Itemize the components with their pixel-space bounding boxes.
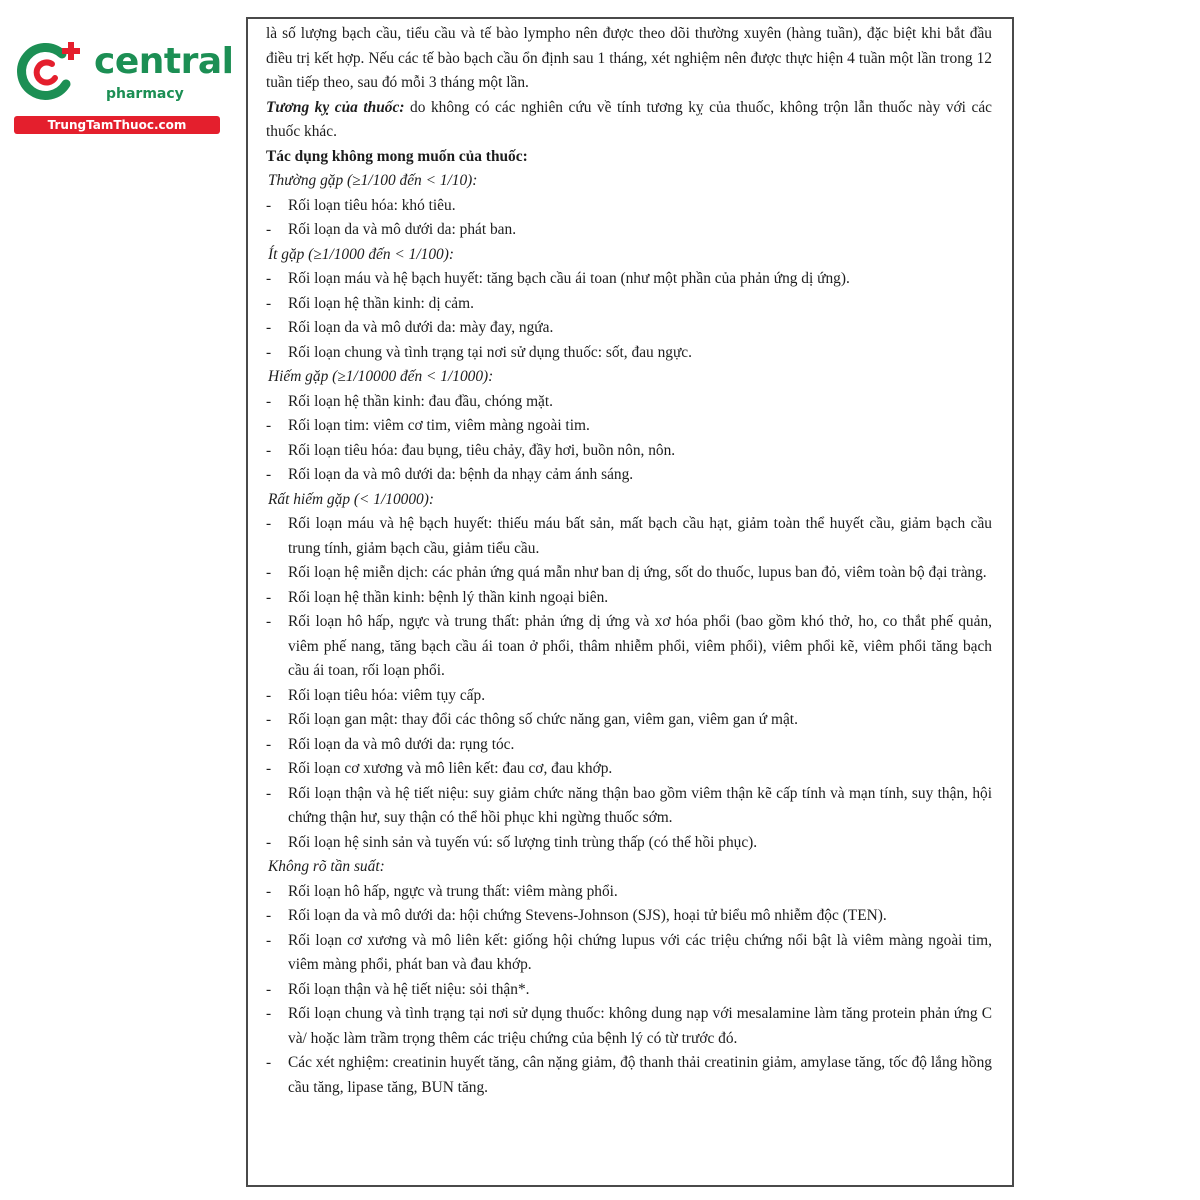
group-list-uncommon (266, 267, 992, 365)
group-list-very-rare (266, 512, 992, 855)
list-item: - Rối loạn thận và hệ tiết niệu: suy giảm chức năng thận bao gồm viêm thận kẽ cấp tính và mạn tính, suy thận, hội chứng thận hư, suy thận có thể hồi phục khi ngừng thuốc sớm. (266, 782, 992, 831)
list-item: - Rối loạn máu và hệ bạch huyết: tăng bạch cầu ái toan (như một phần của phản ứng dị ứng). (266, 267, 992, 292)
compatibility-label: Tương kỵ của thuốc: (266, 98, 405, 116)
group-title-uncommon: Ít gặp (≥1/1000 đến < 1/100): (268, 245, 454, 263)
list-item: - Rối loạn hô hấp, ngực và trung thất: phản ứng dị ứng và xơ hóa phổi (bao gồm khó thở, ho, co thắt phế quản, viêm phế nang, tăng bạch cầu ái toan ở phổi, thâm nhiễm phổi, viêm phổi), viêm phổi kẽ, viêm phổi tăng bạch cầu ái toan, rối loạn phổi. (266, 610, 992, 684)
list-item: - Rối loạn tiêu hóa: khó tiêu. (266, 194, 992, 219)
list-item: - Rối loạn tiêu hóa: đau bụng, tiêu chảy, đầy hơi, buồn nôn, nôn. (266, 439, 992, 464)
list-item: - Rối loạn hệ miễn dịch: các phản ứng quá mẫn như ban dị ứng, sốt do thuốc, lupus ban đỏ, viêm toàn bộ đại tràng. (266, 561, 992, 586)
list-item: - Rối loạn hô hấp, ngực và trung thất: viêm màng phổi. (266, 880, 992, 905)
list-item: - Rối loạn tiêu hóa: viêm tụy cấp. (266, 684, 992, 709)
group-title-very-rare: Rất hiếm gặp (< 1/10000): (268, 490, 434, 508)
list-item: - Rối loạn gan mật: thay đổi các thông số chức năng gan, viêm gan, viêm gan ứ mật. (266, 708, 992, 733)
group-list-unknown-frequency (266, 880, 992, 1101)
brand-url-banner: TrungTamThuoc.com (14, 116, 220, 134)
list-item: - Rối loạn da và mô dưới da: hội chứng Stevens-Johnson (SJS), hoại tử biểu mô nhiễm độc (TEN). (266, 904, 992, 929)
list-item: - Rối loạn cơ xương và mô liên kết: giống hội chứng lupus với các triệu chứng nổi bật là viêm màng ngoài tim, viêm màng phổi, phát ban và đau khớp. (266, 929, 992, 978)
list-item: - Rối loạn da và mô dưới da: bệnh da nhạy cảm ánh sáng. (266, 463, 992, 488)
group-title-rare: Hiếm gặp (≥1/10000 đến < 1/1000): (268, 368, 494, 385)
intro-paragraph: là số lượng bạch cầu, tiểu cầu và tế bào lympho nên được theo dõi thường xuyên (hàng tuần), đặc biệt khi bắt đầu điều trị kết hợp. Nếu các tế bào bạch cầu ổn định sau 1 tháng, xét nghiệm nên được thực hiện 4 tuần một lần trong 12 tuần tiếp theo, sau đó mỗi 3 tháng một lần. (266, 25, 992, 91)
group-title-unknown-frequency: Không rõ tần suất: (268, 858, 385, 875)
list-item: - Rối loạn da và mô dưới da: rụng tóc. (266, 733, 992, 758)
adverse-effects-heading: Tác dụng không mong muốn của thuốc: (266, 147, 528, 165)
central-pharmacy-logo-icon (10, 40, 88, 102)
document-body (266, 22, 992, 1100)
list-item: - Rối loạn hệ sinh sản và tuyến vú: số lượng tinh trùng thấp (có thể hồi phục). (266, 831, 992, 856)
compatibility-paragraph (266, 96, 992, 145)
brand-subtitle: pharmacy (106, 86, 184, 102)
list-item: - Các xét nghiệm: creatinin huyết tăng, cân nặng giảm, độ thanh thải creatinin giảm, amylase tăng, tốc độ lắng hồng cầu tăng, lipase tăng, BUN tăng. (266, 1051, 992, 1100)
list-item: - Rối loạn tim: viêm cơ tim, viêm màng ngoài tim. (266, 414, 992, 439)
compatibility-text: do không có các nghiên cứu về tính tương kỵ của thuốc, không trộn lẫn thuốc này với các thuốc khác. (266, 98, 993, 140)
group-list-rare (266, 390, 992, 488)
brand-logo (10, 36, 234, 136)
group-title-common: Thường gặp (≥1/100 đến < 1/10): (268, 172, 478, 189)
list-item: - Rối loạn chung và tình trạng tại nơi sử dụng thuốc: sốt, đau ngực. (266, 341, 992, 366)
list-item: - Rối loạn hệ thần kinh: đau đầu, chóng mặt. (266, 390, 992, 415)
list-item: - Rối loạn hệ thần kinh: dị cảm. (266, 292, 992, 317)
list-item: - Rối loạn chung và tình trạng tại nơi sử dụng thuốc: không dung nạp với mesalamine làm tăng protein phản ứng C và/ hoặc làm trầm trọng thêm các triệu chứng của bệnh lý có từ trước đó. (266, 1002, 992, 1051)
group-list-common (266, 194, 992, 243)
list-item: - Rối loạn hệ thần kinh: bệnh lý thần kinh ngoại biên. (266, 586, 992, 611)
list-item: - Rối loạn da và mô dưới da: mày đay, ngứa. (266, 316, 992, 341)
brand-name: central (94, 41, 234, 82)
list-item: - Rối loạn cơ xương và mô liên kết: đau cơ, đau khớp. (266, 757, 992, 782)
list-item: - Rối loạn máu và hệ bạch huyết: thiếu máu bất sản, mất bạch cầu hạt, giảm toàn thể huyết cầu, giảm bạch cầu trung tính, giảm bạch cầu, giảm tiểu cầu. (266, 512, 992, 561)
list-item: - Rối loạn da và mô dưới da: phát ban. (266, 218, 992, 243)
list-item: - Rối loạn thận và hệ tiết niệu: sỏi thận*. (266, 978, 992, 1003)
